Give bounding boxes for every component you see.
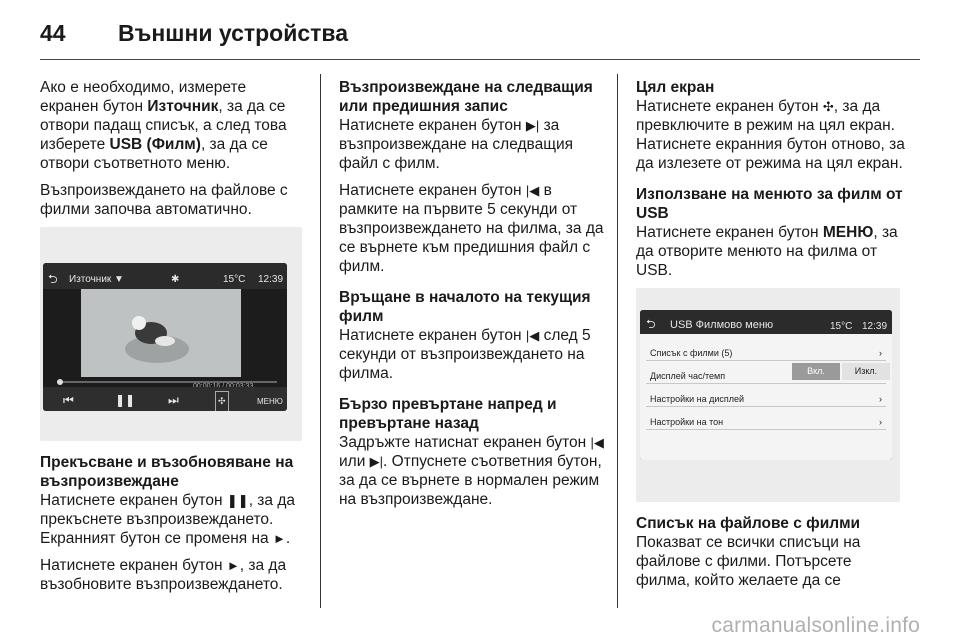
next-paragraph: Натиснете екранен бутон ▶| за възпроизвеждане на следващия файл с филм. (339, 117, 574, 172)
dog-image (81, 289, 241, 377)
pause-icon-inline: ❚❚ (226, 493, 249, 508)
usb-menu-heading: Използване на менюто за филм от USB (636, 186, 903, 222)
page-header (40, 14, 920, 60)
on-button[interactable]: Вкл. (792, 363, 840, 380)
control-bar (43, 387, 287, 411)
off-button[interactable]: Изкл. (842, 363, 890, 380)
restart-heading: Връщане в началото на текущия филм (339, 289, 591, 325)
column-divider-1 (320, 74, 321, 608)
clock: 12:39 (258, 274, 284, 285)
column-2 (339, 78, 605, 517)
next-icon-inline: ▶| (369, 454, 384, 469)
chevron-right-icon: › (879, 348, 882, 358)
fullscreen-icon[interactable]: ✣ (215, 391, 229, 411)
autoplay-paragraph: Възпроизвеждането на файлове с филми започва автоматично. (40, 182, 288, 218)
resume-paragraph: Натиснете екранен бутон ►, за да възобновите възпроизвеждането. (40, 557, 287, 593)
restart-paragraph: Натиснете екранен бутон |◀ след 5 секунди от възпроизвеждането на филма. (339, 327, 591, 382)
temperature: 15°C (223, 274, 246, 285)
list-item[interactable]: Списък с филми (5) › (646, 338, 886, 361)
prev-icon-inline: |◀ (525, 328, 540, 343)
play-icon-inline: ► (226, 558, 240, 573)
page-number: 44 (40, 20, 66, 46)
back-icon[interactable]: ⮌ (646, 317, 656, 331)
watermark: carmanualsonline.info (711, 614, 920, 637)
prev-paragraph: Натиснете екранен бутон |◀ в рамките на първите 5 секунди от възпроизвеждането на филма, за да се върнете към предишния файл с филм. (339, 182, 604, 275)
intro-paragraph: Ако е необходимо, измерете екранен бутон Източник, за да се отвори падащ списък, а след това изберете USB (Филм), за да се отвори съответното меню. (40, 79, 287, 172)
file-list-heading: Списък на файлове с филми (636, 515, 861, 532)
file-list-paragraph: Показват се всички списъци на файлове с филми. Потърсете филма, който желаете да се (636, 534, 861, 589)
prev-icon-inline: |◀ (525, 183, 540, 198)
page-title: Външни устройства (118, 20, 349, 46)
menu-title: USB Филмово меню (670, 319, 774, 331)
pause-heading: Прекъсване и възобновяване на възпроизвеждане (40, 454, 294, 490)
list-item[interactable]: Настройки на дисплей › (646, 384, 886, 407)
fast-forward-heading: Бързо превъртане напред и превъртане назад (339, 396, 557, 432)
video-status-bar (43, 263, 287, 289)
back-icon[interactable]: ⮌ (48, 272, 58, 286)
usb-menu-screen (640, 310, 892, 460)
prev-icon-inline: |◀ (590, 435, 604, 450)
usb-menu-screenshot (636, 288, 900, 502)
play-icon-inline: ► (272, 531, 286, 546)
fullscreen-heading: Цял екран (636, 79, 715, 96)
column-divider-2 (617, 74, 618, 608)
temperature: 15°C (830, 321, 853, 332)
fullscreen-paragraph: Натиснете екранен бутон ✣, за да превключите в режим на цял екран. Натиснете екранния бутон отново, за да излезете от режима на цял екран. (636, 98, 905, 172)
header-rule (40, 59, 920, 60)
source-button[interactable]: Източник ▼ (69, 274, 124, 285)
list-item[interactable]: Дисплей час/темп Вкл. Изкл. (646, 361, 886, 384)
fast-forward-paragraph: Задръжте натиснат екранен бутон |◀ или ▶|. Отпуснете съответния бутон, за да се върнете в нормален режим на възпроизвеждане. (339, 434, 604, 508)
video-screen (43, 263, 287, 411)
video-frame (81, 289, 241, 377)
clock: 12:39 (862, 321, 888, 332)
fullscreen-icon-inline: ✣ (822, 99, 834, 114)
menu-list (640, 334, 892, 460)
pause-paragraph: Натиснете екранен бутон ❚❚, за да прекъснете възпроизвеждането. Екранният бутон се променя на ►. (40, 492, 295, 547)
list-item[interactable]: Настройки на тон › (646, 407, 886, 430)
column-1 (40, 78, 308, 602)
next-prev-heading: Възпроизвеждане на следващия или предишния запис (339, 79, 593, 115)
menu-button[interactable]: МЕНЮ (257, 397, 283, 406)
bluetooth-icon: ✱ (171, 274, 180, 285)
prev-track-icon[interactable]: ⏮ (63, 393, 74, 407)
column-3 (636, 78, 908, 598)
video-screenshot (40, 227, 302, 441)
chevron-right-icon: › (879, 417, 882, 427)
chevron-right-icon: › (879, 394, 882, 404)
next-track-icon[interactable]: ⏭ (168, 393, 179, 407)
next-icon-inline: ▶| (525, 118, 540, 133)
pause-icon[interactable]: ❚❚ (115, 393, 136, 407)
progress-thumb[interactable] (57, 379, 63, 385)
usb-menu-paragraph: Натиснете екранен бутон МЕНЮ, за да отворите менюто на филма от USB. (636, 224, 898, 279)
menu-status-bar (640, 310, 892, 334)
